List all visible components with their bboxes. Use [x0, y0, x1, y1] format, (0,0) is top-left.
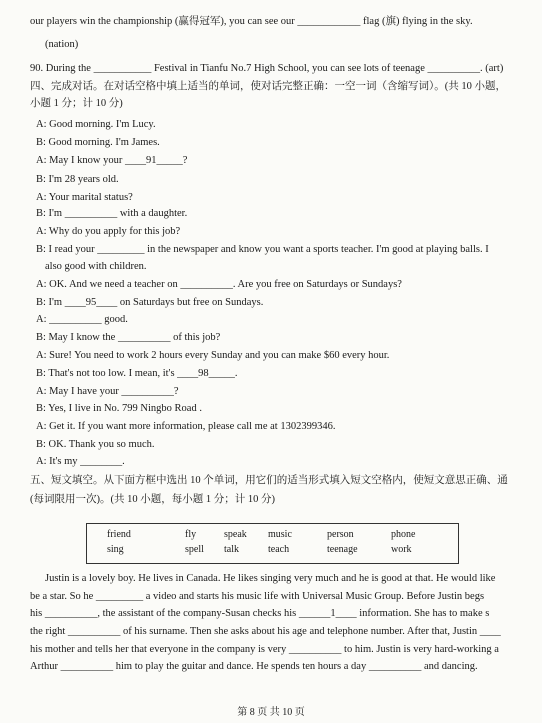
text-line: A: It's my ________.	[36, 456, 125, 467]
text-line: Justin is a lovely boy. He lives in Canada. He likes singing very much and he is good at that. He would like	[45, 573, 496, 584]
text-line: A: Your marital status?	[36, 192, 133, 203]
text-line: his mother and tells her that everyone in the company is very __________ to him. Justin is very hard-working a	[30, 644, 499, 655]
word-cell: work	[391, 544, 412, 555]
word-cell: talk	[224, 544, 239, 555]
word-cell: spell	[185, 544, 204, 555]
text-line: B: I'm ____95____ on Saturdays but free on Sundays.	[36, 297, 264, 308]
text-line: A: Why do you apply for this job?	[36, 226, 181, 237]
text-line: 五、短文填空。从下面方框中选出 10 个单词，用它们的适当形式填入短文空格内，使短文意思正确、通	[30, 475, 508, 486]
text-line: B: Good morning. I'm James.	[36, 137, 160, 148]
page-footer: 第 8 页 共 10 页	[237, 707, 305, 718]
text-line: 小题 1 分；计 10 分)	[30, 98, 123, 109]
text-line: 90. During the ___________ Festival in Tianfu No.7 High School, you can see lots of teenage __________. (art)	[30, 63, 504, 74]
word-cell: friend	[107, 529, 131, 540]
word-cell: fly	[185, 529, 197, 540]
word-cell: phone	[391, 529, 416, 540]
word-cell: music	[268, 529, 292, 540]
text-line: B: I'm __________ with a daughter.	[36, 208, 188, 219]
text-line: A: OK. And we need a teacher on __________. Are you free on Saturdays or Sundays?	[36, 279, 402, 290]
word-cell: sing	[107, 544, 124, 555]
text-line: A: Good morning. I'm Lucy.	[36, 119, 156, 130]
text-line: 四、完成对话。在对话空格中填上适当的单词，使对话完整正确：一空一词（含缩写词）。(共 10 小题，	[30, 81, 506, 92]
text-line: A: __________ good.	[36, 314, 128, 325]
text-line: B: That's not too low. I mean, it's ____98_____.	[36, 368, 238, 379]
text-line: A: May I know your ____91_____?	[36, 155, 188, 166]
text-line: also good with children.	[45, 261, 147, 272]
text-line: his __________, the assistant of the company-Susan checks his ______1____ information. She has to make s	[30, 608, 490, 619]
word-box-row-1	[87, 529, 458, 545]
text-line: A: May I have your __________?	[36, 386, 179, 397]
text-line: B: I'm 28 years old.	[36, 174, 119, 185]
text-line: A: Get it. If you want more information, please call me at 1302399346.	[36, 421, 336, 432]
word-box-row-2	[87, 544, 458, 560]
text-line: (nation)	[45, 39, 79, 50]
text-line: (每词限用一次)。(共 10 小题，每小题 1 分；计 10 分)	[30, 494, 275, 505]
text-line: B: OK. Thank you so much.	[36, 439, 155, 450]
word-box	[86, 523, 459, 564]
text-line: be a star. So he _________ a video and starts his music life with Universal Music Group. Before Justin begs	[30, 591, 485, 602]
text-line: Arthur __________ him to play the guitar and dance. He spends ten hours a day __________ and dancing.	[30, 661, 478, 672]
text-line: B: I read your _________ in the newspaper and know you want a sports teacher. I'm good at playing balls. I	[36, 244, 489, 255]
text-line: B: Yes, I live in No. 799 Ningbo Road .	[36, 403, 202, 414]
text-line: our players win the championship (赢得冠军), you can see our ____________ flag (旗) flying in the sky.	[30, 16, 473, 27]
word-cell: teach	[268, 544, 290, 555]
word-cell: speak	[224, 529, 247, 540]
word-cell: person	[327, 529, 354, 540]
text-line: the right __________ of his surname. Then she asks about his age and telephone number. After that, Justin ____	[30, 626, 501, 637]
text-line: A: Sure! You need to work 2 hours every Sunday and you can make $60 every hour.	[36, 350, 390, 361]
word-cell: teenage	[327, 544, 358, 555]
text-line: B: May I know the __________ of this job?	[36, 332, 221, 343]
